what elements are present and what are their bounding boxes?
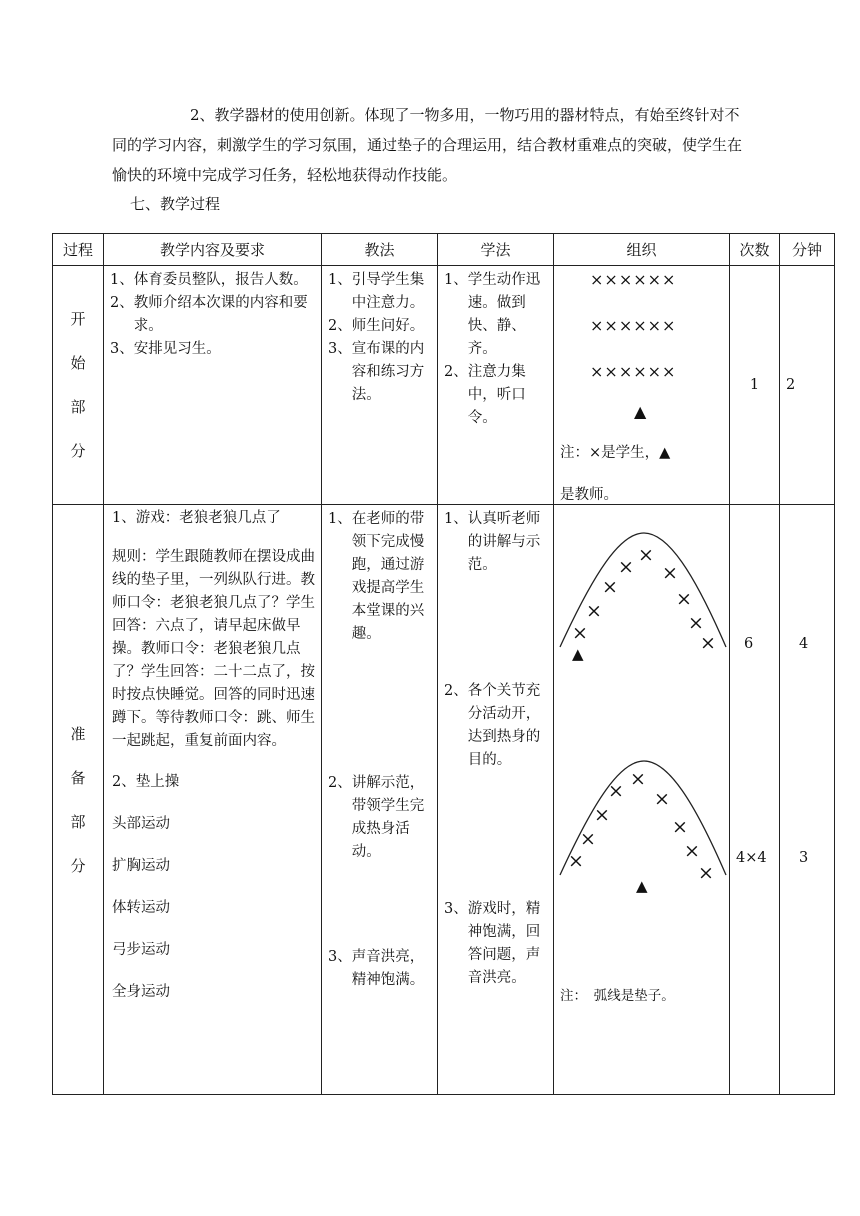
minutes-value: 4 <box>799 636 809 652</box>
start-method <box>322 266 438 505</box>
prep-times <box>730 505 780 1095</box>
start-learning <box>438 266 554 505</box>
student-x-icon: × <box>602 576 618 598</box>
list-item: 3、 游戏时，精神饱满，回答问题，声音洪亮。 <box>444 901 541 986</box>
game-rules: 规则：学生跟随教师在摆设成曲线的垫子里，一列纵队行进。教师口令：老狼老狼几点了？学生回答：六点了，请早起床做早操。教师口令：老狼老狼几点了？学生回答：二十二点了，按时按点快睡觉。回答的同时迅速蹲下。等待教师口令：跳、师生一起跳起，重复前面内容。 <box>112 549 315 749</box>
header-method: 教法 <box>322 234 438 266</box>
student-x-icon: × <box>698 862 714 884</box>
student-x-icon: × <box>568 850 584 872</box>
intro-paragraph: 2、教学器材的使用创新。体现了一物多用，一物巧用的器材特点，有始至终针对不同的学习内容，刺激学生的学习氛围，通过垫子的合理运用，结合教材重难点的突破，使学生在愉快的环境中完成学习任务，轻松地获得动作技能。 <box>112 106 743 184</box>
student-x-icon: × <box>700 632 716 654</box>
student-x-icon: × <box>676 588 692 610</box>
list-item: 3、 宣布课的内容和练习方法。 <box>328 341 425 403</box>
prep-learning <box>438 505 554 1095</box>
stage-char: 部 <box>70 398 86 416</box>
org-note: 注： 弧线是垫子。 <box>560 988 675 1004</box>
student-row: ×××××× <box>590 316 677 335</box>
game-title: 1、游戏：老狼老狼几点了 <box>112 510 281 526</box>
teacher-triangle-icon: ▲ <box>636 877 648 895</box>
table-row-prep <box>53 505 835 1095</box>
student-x-icon: × <box>638 544 654 566</box>
header-minutes: 分钟 <box>780 234 835 266</box>
table-row-start <box>53 266 835 505</box>
student-x-icon: × <box>662 562 678 584</box>
list-item: 1、 引导学生集中注意力。 <box>328 272 425 311</box>
start-organization <box>554 266 730 505</box>
prep-minutes <box>780 505 835 1095</box>
list-item: 3、 声音洪亮，精神饱满。 <box>328 949 425 988</box>
prep-content <box>104 505 322 1095</box>
student-x-icon: × <box>684 840 700 862</box>
list-item: 1、 在老师的带领下完成慢跑，通过游戏提高学生本堂课的兴趣。 <box>328 511 425 642</box>
student-x-icon: × <box>580 828 596 850</box>
list-item: 2、 师生问好。 <box>328 318 425 334</box>
stage-char: 准 <box>70 724 86 743</box>
list-item: 1、 学生动作迅速。做到快、静、齐。 <box>444 272 541 357</box>
prep-method <box>322 505 438 1095</box>
header-organization: 组织 <box>554 234 730 266</box>
stage-char: 始 <box>70 354 86 372</box>
student-x-icon: × <box>586 600 602 622</box>
header-learning: 学法 <box>438 234 554 266</box>
stage-char: 开 <box>70 310 86 328</box>
student-x-icon: × <box>672 816 688 838</box>
table-header-row <box>53 234 835 266</box>
prep-organization <box>554 505 730 1095</box>
org-note-line2: 是教师。 <box>560 487 618 503</box>
teacher-triangle-icon: ▲ <box>634 402 647 421</box>
list-item: 1、 体育委员整队，报告人数。 <box>110 272 308 288</box>
section-heading: 七、教学过程 <box>130 195 221 213</box>
header-times: 次数 <box>730 234 780 266</box>
stage-prep <box>53 505 104 1095</box>
student-row: ×××××× <box>590 362 677 381</box>
stage-char: 部 <box>70 812 86 831</box>
student-x-icon: × <box>654 788 670 810</box>
teaching-process-table <box>52 233 835 1095</box>
exercise-item: 体转运动 <box>112 900 170 916</box>
exercise-item: 扩胸运动 <box>112 858 170 874</box>
student-row: ×××××× <box>590 270 677 289</box>
list-item: 3、 安排见习生。 <box>110 341 221 357</box>
student-x-icon: × <box>594 804 610 826</box>
list-item: 2、 讲解示范，带领学生完成热身活动。 <box>328 775 425 860</box>
exercise-item: 头部运动 <box>112 816 170 832</box>
stage-start <box>53 266 104 505</box>
list-item: 2、 教师介绍本次课的内容和要求。 <box>110 295 308 334</box>
start-minutes: 2 <box>780 266 835 505</box>
stage-char: 备 <box>70 768 86 787</box>
list-item: 2、 注意力集中，听口令。 <box>444 364 526 426</box>
list-item: 1、 认真听老师的讲解与示范。 <box>444 511 541 573</box>
start-times: 1 <box>730 266 780 505</box>
exercise-item: 全身运动 <box>112 984 170 1000</box>
start-content <box>104 266 322 505</box>
header-stage: 过程 <box>53 234 104 266</box>
list-item: 2、 各个关节充分活动开，达到热身的目的。 <box>444 683 541 768</box>
org-note-line1: 注：×是学生，▲ <box>560 445 671 461</box>
student-x-icon: × <box>688 612 704 634</box>
student-x-icon: × <box>618 556 634 578</box>
student-x-icon: × <box>630 768 646 790</box>
student-x-icon: × <box>608 780 624 802</box>
student-x-icon: × <box>572 622 588 644</box>
stage-char: 分 <box>70 442 86 460</box>
mat-exercise-title: 2、垫上操 <box>112 774 180 790</box>
times-value: 4×4 <box>736 850 767 866</box>
stage-char: 分 <box>70 856 86 875</box>
minutes-value: 3 <box>799 850 809 866</box>
exercise-item: 弓步运动 <box>112 942 170 958</box>
teacher-triangle-icon: ▲ <box>572 645 584 663</box>
header-content: 教学内容及要求 <box>104 234 322 266</box>
times-value: 6 <box>744 636 754 652</box>
